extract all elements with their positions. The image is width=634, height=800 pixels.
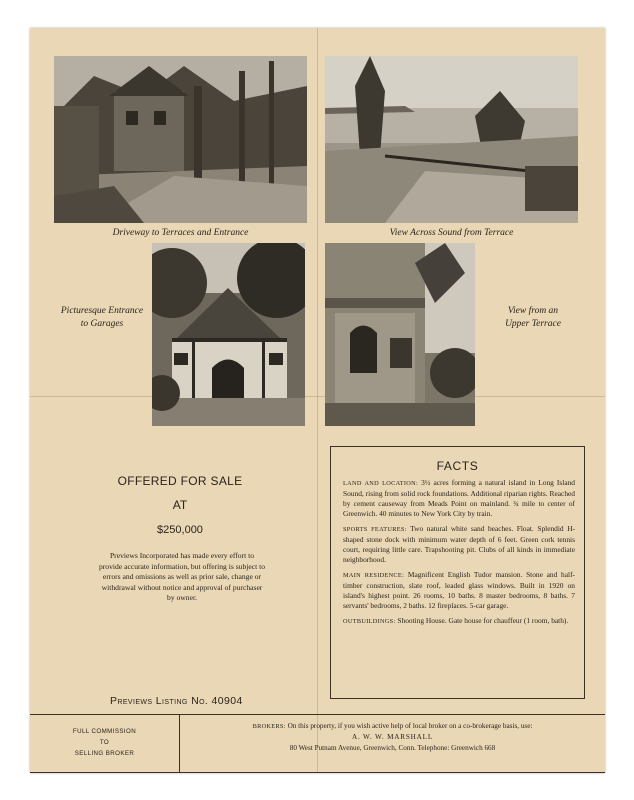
listing-number: Previews Listing No. 40904: [110, 695, 243, 707]
facts-land-label: LAND AND LOCATION:: [343, 480, 419, 487]
caption-garage-entrance: [54, 305, 150, 331]
caption-upper-terrace: [483, 305, 583, 331]
photo-garage-entrance: [152, 243, 305, 426]
brokers-text: On this property, if you wish active help of local broker on a co-brokerage basis, use:: [287, 722, 533, 730]
commission-line1: FULL COMMISSION: [72, 728, 137, 735]
photo-upper-terrace: [325, 243, 475, 426]
footer-divider: [179, 715, 180, 772]
brokers-info: [190, 721, 595, 754]
commission-note: [30, 726, 179, 759]
facts-out-text: Shooting House. Gate house for chauffeur (1 room, bath).: [397, 616, 569, 625]
facts-sports-label: SPORTS FEATURES:: [343, 526, 407, 533]
facts-main-text: Magnificent English Tudor mansion. Stone and half-timber construction, slate roof, leaded glass windows. Built in 1920 on island's highest point. 26 rooms, 10 baths. 8 master bedrooms, 8 baths. 7 servants' bedrooms, 2 baths. 12 fireplaces. 5-car garage.: [343, 570, 575, 610]
facts-land: [343, 478, 575, 519]
brokers-label: BROKERS:: [252, 723, 286, 730]
facts-body: [343, 478, 575, 632]
caption-driveway: Driveway to Terraces and Entrance: [112, 228, 249, 238]
footer-bar: [30, 714, 605, 773]
facts-box: [330, 446, 585, 699]
brokers-intro: [190, 721, 595, 732]
horizontal-fold: [30, 396, 605, 397]
photo-sound-view: [325, 56, 578, 223]
caption-sound-view: View Across Sound from Terrace: [389, 228, 514, 238]
caption-garage-line2: to Garages: [80, 319, 124, 329]
caption-garage-line1: Picturesque Entrance: [60, 306, 144, 316]
facts-sports: [343, 524, 575, 565]
disclaimer-text: Previews Incorporated has made every effort to provide accurate information, but offering is subject to errors and omissions as well as prior sale, change or withdrawal without notice and approval of purchaser by owner.: [98, 551, 266, 602]
vertical-fold: [317, 28, 318, 773]
facts-sports-text: Two natural white sand beaches. Float. Splendid H-shaped stone dock with minimum water depth of 6 feet. Green cork tennis court, requiring little care. Trapshooting pit. Clubs of all kinds in immediate neighborhood.: [343, 524, 575, 564]
offer-title: OFFERED FOR SALE: [117, 474, 243, 488]
offer-price: $250,000: [157, 524, 203, 536]
facts-out-label: OUTBUILDINGS:: [343, 618, 396, 625]
broker-name: A. W. W. MARSHALL: [351, 733, 434, 741]
facts-title: FACTS: [436, 459, 479, 473]
photo-driveway: [54, 56, 307, 223]
caption-upper-line2: Upper Terrace: [505, 319, 561, 329]
facts-main: [343, 570, 575, 611]
caption-upper-line1: View from an: [507, 306, 559, 316]
facts-outbuildings: [343, 616, 575, 627]
offer-at: AT: [172, 498, 188, 512]
facts-main-label: MAIN RESIDENCE:: [343, 572, 405, 579]
commission-line2: TO: [99, 739, 110, 746]
broker-address: 80 West Putnam Avenue, Greenwich, Conn. Telephone: Greenwich 668: [289, 744, 496, 752]
facts-land-text: 3½ acres forming a natural island in Long Island Sound, rising from solid rock foundations. Additional riparian rights. Reached by cement causeway from Meads Point on mainland. ¾ mile to center of Greenwich. 40 minutes to New York City by train.: [343, 478, 575, 518]
commission-line3: SELLING BROKER: [74, 750, 135, 757]
brochure-sheet: [30, 28, 605, 773]
